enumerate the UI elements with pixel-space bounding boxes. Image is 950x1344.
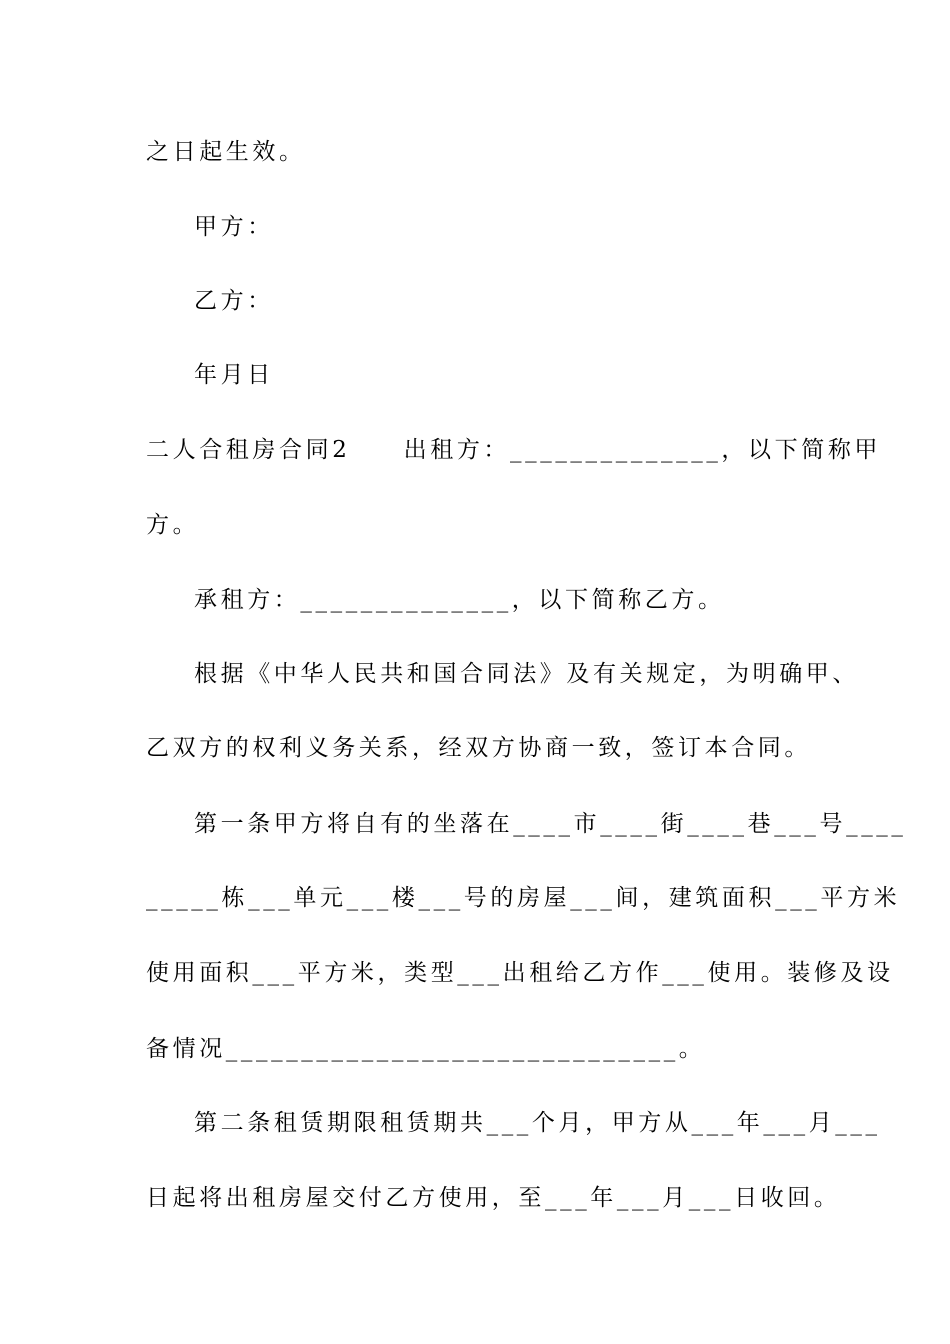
text-line: 甲方：: [194, 214, 274, 240]
text-line: _____栋___单元___楼___号的房屋___间，建筑面积___平方米: [146, 885, 901, 911]
text-line: 乙双方的权利义务关系，经双方协商一致，签订本合同。: [146, 735, 811, 761]
text-line: 承租方：______________，以下简称乙方。: [194, 587, 725, 613]
text-line: 使用面积___平方米，类型___出租给乙方作___使用。装修及设: [146, 960, 894, 986]
text-line: 二人合租房合同2 出租方：______________，以下简称甲: [146, 437, 882, 463]
text-line: 备情况______________________________。: [146, 1036, 706, 1062]
text-line: 方。: [146, 512, 200, 538]
text-line: 日起将出租房屋交付乙方使用，至___年___月___日收回。: [146, 1185, 841, 1211]
text-line: 之日起生效。: [146, 139, 306, 165]
text-line: 乙方：: [194, 288, 274, 314]
text-line: 第二条租赁期限租赁期共___个月，甲方从___年___月___: [194, 1110, 881, 1136]
text-line: 第一条甲方将自有的坐落在____市____街____巷___号____: [194, 811, 907, 837]
text-line: 年月日: [194, 362, 274, 388]
text-line: 根据《中华人民共和国合同法》及有关规定，为明确甲、: [194, 661, 859, 687]
